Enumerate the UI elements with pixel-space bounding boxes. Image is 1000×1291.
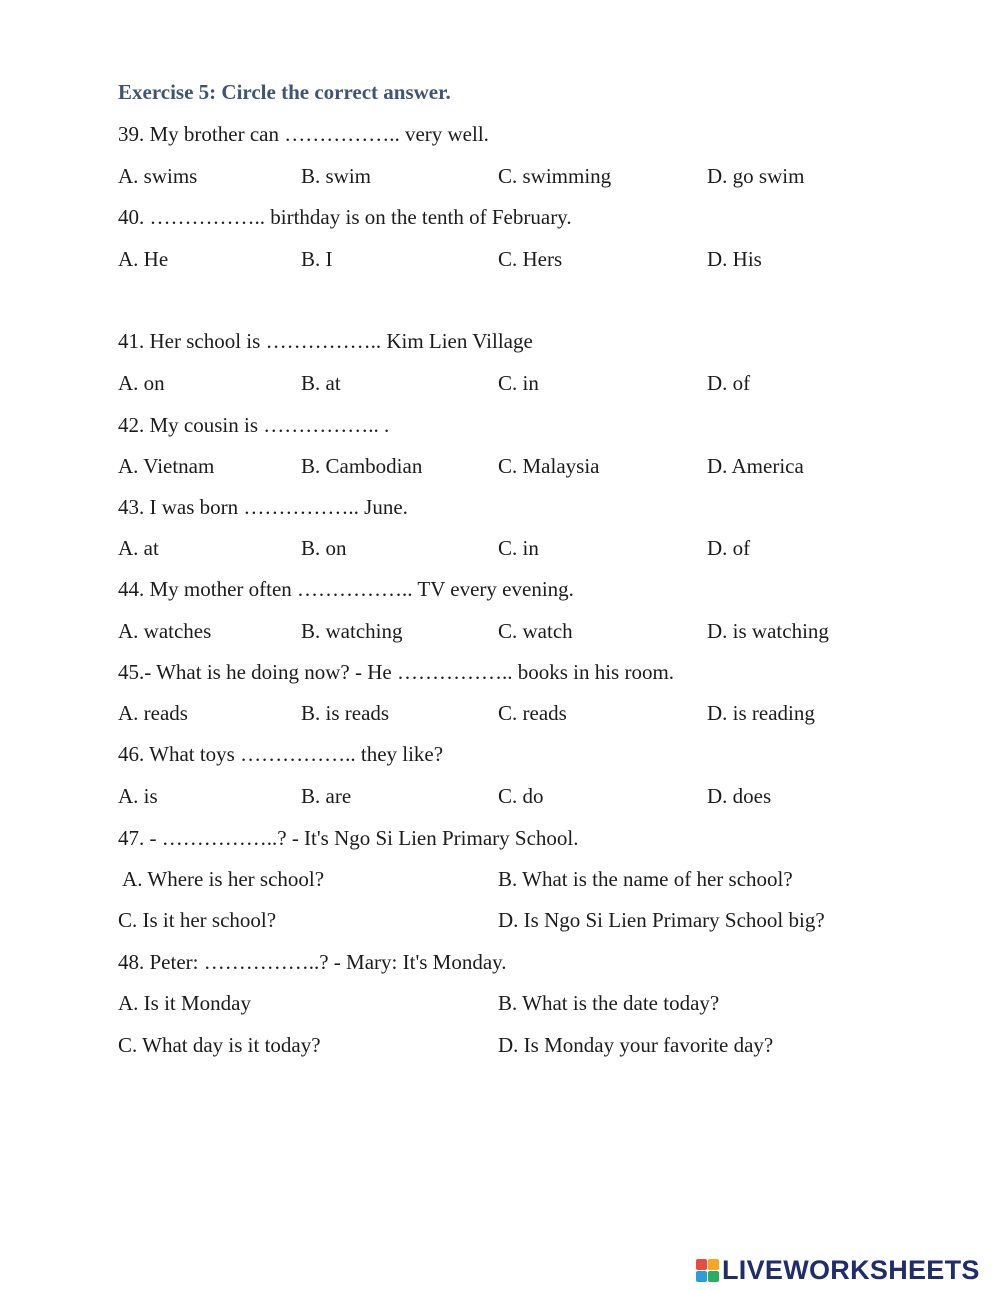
logo-tile-blue [696,1271,707,1282]
question-39: 39. My brother can …………….. very well. [118,122,489,146]
option-41-d[interactable]: D. of [707,371,751,395]
option-40-d[interactable]: D. His [707,247,762,271]
question-48: 48. Peter: ……………..? - Mary: It's Monday. [118,950,507,974]
question-47: 47. - ……………..? - It's Ngo Si Lien Primary School. [118,826,579,850]
option-46-a[interactable]: A. is [118,784,158,808]
option-40-b[interactable]: B. I [301,247,333,271]
option-44-a[interactable]: A. watches [118,619,212,643]
question-44: 44. My mother often …………….. TV every evening. [118,577,574,601]
option-44-d[interactable]: D. is watching [707,619,829,643]
question-43: 43. I was born …………….. June. [118,495,408,519]
logo-tile-green [708,1271,719,1282]
option-45-a[interactable]: A. reads [118,701,188,725]
option-43-a[interactable]: A. at [118,536,159,560]
option-44-c[interactable]: C. watch [498,619,573,643]
option-47-a[interactable]: A. Where is her school? [118,867,325,891]
option-42-c[interactable]: C. Malaysia [498,454,600,478]
option-39-c[interactable]: C. swimming [498,164,612,188]
logo-tile-red [696,1259,707,1270]
logo-tile-orange [708,1259,719,1270]
option-43-b[interactable]: B. on [301,536,347,560]
liveworksheets-watermark [696,1255,980,1285]
option-39-a[interactable]: A. swims [118,164,198,188]
option-43-c[interactable]: C. in [498,536,539,560]
option-48-b[interactable]: B. What is the date today? [498,991,720,1015]
option-40-c[interactable]: C. Hers [498,247,563,271]
question-42: 42. My cousin is …………….. . [118,413,390,437]
option-41-a[interactable]: A. on [118,371,165,395]
option-46-b[interactable]: B. are [301,784,352,808]
option-48-a[interactable]: A. Is it Monday [118,991,251,1015]
option-47-b[interactable]: B. What is the name of her school? [498,867,793,891]
option-47-c[interactable]: C. Is it her school? [118,908,277,932]
liveworksheets-logo-icon [696,1259,719,1282]
option-42-d[interactable]: D. America [707,454,804,478]
option-41-c[interactable]: C. in [498,371,539,395]
option-45-d[interactable]: D. is reading [707,701,815,725]
option-46-c[interactable]: C. do [498,784,544,808]
option-47-d[interactable]: D. Is Ngo Si Lien Primary School big? [498,908,825,932]
option-40-a[interactable]: A. He [118,247,169,271]
option-42-a[interactable]: A. Vietnam [118,454,215,478]
option-45-c[interactable]: C. reads [498,701,567,725]
option-48-c[interactable]: C. What day is it today? [118,1033,321,1057]
option-45-b[interactable]: B. is reads [301,701,390,725]
question-40: 40. …………….. birthday is on the tenth of February. [118,205,572,229]
option-44-b[interactable]: B. watching [301,619,403,643]
option-46-d[interactable]: D. does [707,784,772,808]
exercise-title: Exercise 5: Circle the correct answer. [118,80,451,104]
question-46: 46. What toys …………….. they like? [118,742,444,766]
option-42-b[interactable]: B. Cambodian [301,454,423,478]
option-39-b[interactable]: B. swim [301,164,372,188]
question-45: 45.- What is he doing now? - He …………….. books in his room. [118,660,675,684]
question-41: 41. Her school is …………….. Kim Lien Village [118,329,533,353]
option-48-d[interactable]: D. Is Monday your favorite day? [498,1033,774,1057]
option-41-b[interactable]: B. at [301,371,341,395]
option-43-d[interactable]: D. of [707,536,751,560]
liveworksheets-brand-text: LIVEWORKSHEETS [722,1254,980,1285]
option-39-d[interactable]: D. go swim [707,164,805,188]
